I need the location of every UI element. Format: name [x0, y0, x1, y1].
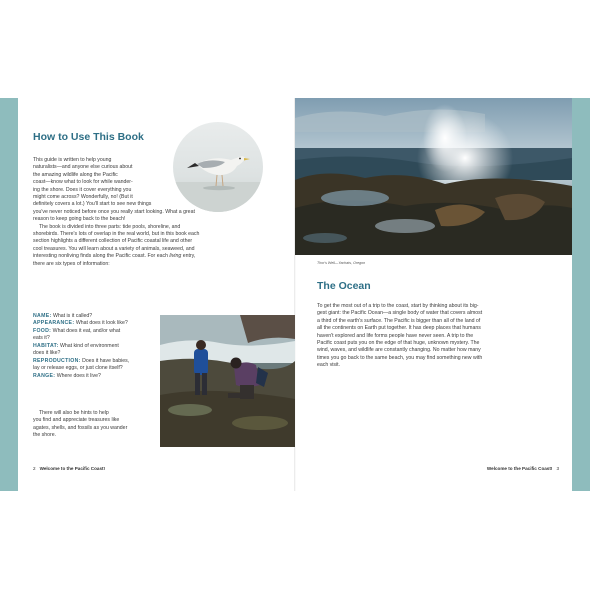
- text-line: agates, shells, and fossils as you wander: [33, 424, 128, 431]
- type-desc: Does it have babies,: [82, 357, 130, 364]
- text-span: entry,: [182, 253, 196, 260]
- seagull-photo: [173, 122, 263, 212]
- info-type-appearance: [33, 320, 161, 327]
- text-line: coast—know what to look for while wander-: [33, 179, 133, 186]
- text-line: section highlights a different collection of Pacific coastal life and other: [33, 238, 193, 245]
- text-line: there are six types of information:: [33, 260, 110, 267]
- type-desc: What does it look like?: [75, 320, 128, 327]
- type-key: APPEARANCE:: [33, 320, 75, 327]
- info-type-range: [33, 373, 161, 380]
- type-desc: What is it called?: [52, 313, 93, 319]
- right-page-heading: The Ocean: [317, 280, 371, 292]
- intro-paragraph-bottom: [33, 201, 263, 268]
- text-line: you've never noticed before once you really start looking. What a great: [33, 208, 195, 215]
- text-line: the amazing wildlife along the Pacific: [33, 171, 118, 178]
- text-line: shorebirds. There's lots of overlap in the real world, but in this book each: [33, 231, 200, 238]
- text-line: reason to keep going back to the beach!: [33, 216, 126, 223]
- left-footer: [33, 466, 105, 471]
- text-line: This guide is written to help young: [33, 157, 112, 163]
- text-line: There will also be hints to help: [39, 410, 109, 416]
- text-line: ing the shore. Does it cover everything you: [33, 186, 132, 193]
- info-type-name: [33, 313, 161, 320]
- info-type-habitat-cont: does it like?: [33, 350, 61, 357]
- type-key: FOOD:: [33, 327, 52, 334]
- text-line: gest giant: the Pacific Ocean—a single body of water that covers almost: [317, 310, 483, 317]
- type-desc: What kind of environment: [60, 342, 119, 349]
- emphasis-living: living: [169, 253, 182, 260]
- type-key: NAME:: [33, 313, 52, 319]
- info-type-food: [33, 328, 161, 335]
- hints-paragraph: [33, 410, 161, 440]
- running-title: Welcome to the Pacific Coast!: [39, 466, 106, 471]
- text-line: wind, waves, and wildlife are constantly changing. No matter how many: [317, 347, 481, 354]
- info-type-habitat: [33, 343, 161, 350]
- info-type-reproduction: [33, 358, 161, 365]
- info-types-list: [33, 313, 161, 380]
- text-line: definitely covers a lot.) You'll start to see new things: [33, 201, 152, 208]
- text-line: haven't explored and life forms people have never seen. A trip to the: [317, 332, 474, 339]
- text-line: times you go back to the same beach, you may find something new with: [317, 354, 483, 361]
- text-line: you find and appreciate treasures like: [33, 417, 120, 424]
- photo-caption: Thor's Well—Yachats, Oregon: [317, 261, 366, 265]
- text-line: Pacific coast puts you on the edge of that huge, unknown mystery. The: [317, 340, 480, 347]
- text-line: To get the most out of a trip to the coast, start by thinking about its big-: [317, 303, 479, 309]
- type-key: REPRODUCTION:: [33, 357, 81, 364]
- running-title: Welcome to the Pacific Coast!: [486, 466, 553, 471]
- text-line: cool treasures. You will learn about a variety of animals, seaweed, and: [33, 245, 195, 252]
- text-line: [33, 253, 263, 260]
- info-type-reproduction-cont: lay or release eggs, or just clone itself?: [33, 365, 123, 372]
- thors-well-photo: [295, 98, 572, 255]
- text-span: interesting nonliving finds along the Pacific coast. For each: [33, 253, 168, 260]
- text-line: a third of the earth's surface. The Pacific is bigger than all of the land of: [317, 317, 481, 324]
- type-key: RANGE:: [33, 372, 56, 379]
- page-number: 2: [33, 466, 36, 471]
- right-footer: [487, 466, 559, 471]
- type-desc: What does it eat, and/or what: [52, 327, 121, 334]
- text-line: each visit.: [317, 362, 341, 369]
- info-type-food-cont: eats it?: [33, 335, 50, 342]
- intro-paragraph-top: [33, 157, 173, 201]
- tide-pool-explorers-photo: [160, 315, 295, 447]
- type-key: HABITAT:: [33, 342, 59, 349]
- page-number: 3: [556, 466, 559, 471]
- text-line: naturalists—and anyone else curious about: [33, 164, 133, 171]
- text-line: The book is divided into three parts: tide pools, shoreline, and: [39, 223, 181, 230]
- text-line: the shore.: [33, 432, 57, 439]
- text-line: might come across? Wonderfully, no! (But it: [33, 194, 133, 201]
- text-line: all the continents on Earth put together. It has deep places that humans: [317, 325, 481, 332]
- type-desc: Where does it live?: [56, 372, 101, 379]
- left-page-heading: How to Use This Book: [33, 131, 144, 143]
- ocean-paragraph: [317, 303, 567, 370]
